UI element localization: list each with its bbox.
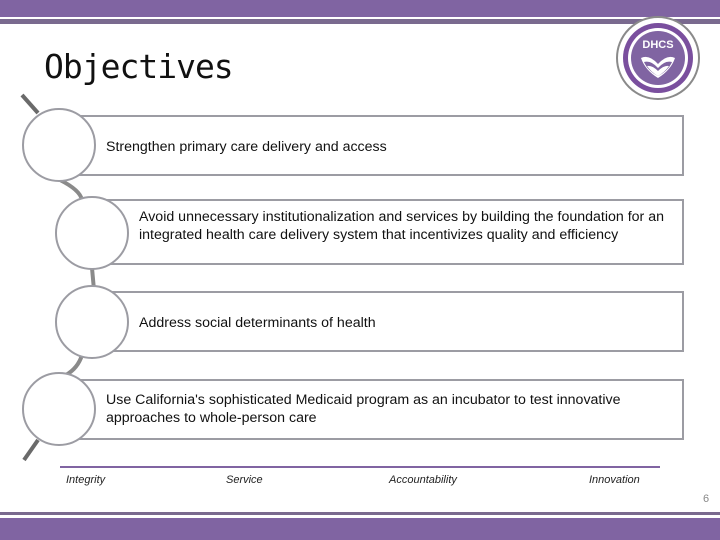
objective-circle-4 xyxy=(22,372,96,446)
objective-box-4 xyxy=(60,379,684,440)
objective-circle-2 xyxy=(55,196,129,270)
objective-circle-1 xyxy=(22,108,96,182)
objective-box-2 xyxy=(93,199,684,265)
footer-value-integrity: Integrity xyxy=(66,474,106,486)
top-divider-line xyxy=(0,19,720,24)
slide-title: Objectives xyxy=(44,47,233,86)
dhcs-logo-icon xyxy=(613,16,704,100)
objective-box-1 xyxy=(60,115,684,176)
objective-text-4: Use California's sophisticated Medicaid program as an incubator to test innovative approaches to whole-person care xyxy=(106,392,621,426)
logo-text: DHCS xyxy=(642,39,674,51)
footer-value-service: Service xyxy=(226,474,263,486)
page-number: 6 xyxy=(703,493,710,505)
footer-value-accountability: Accountability xyxy=(389,474,457,486)
bottom-divider-line xyxy=(0,512,720,515)
bottom-banner-bar xyxy=(0,518,720,540)
top-banner-bar xyxy=(0,0,720,17)
footer-value-innovation: Innovation xyxy=(589,474,640,486)
footer-divider xyxy=(60,466,660,468)
objective-text-2: Avoid unnecessary institutionalization and services by building the foundation for an integrated health care delivery system that incentivizes quality and efficiency xyxy=(139,209,665,243)
objective-text-1: Strengthen primary care delivery and access xyxy=(106,139,387,155)
objective-text-3: Address social determinants of health xyxy=(139,315,376,331)
objective-box-3 xyxy=(93,291,684,352)
objective-circle-3 xyxy=(55,285,129,359)
